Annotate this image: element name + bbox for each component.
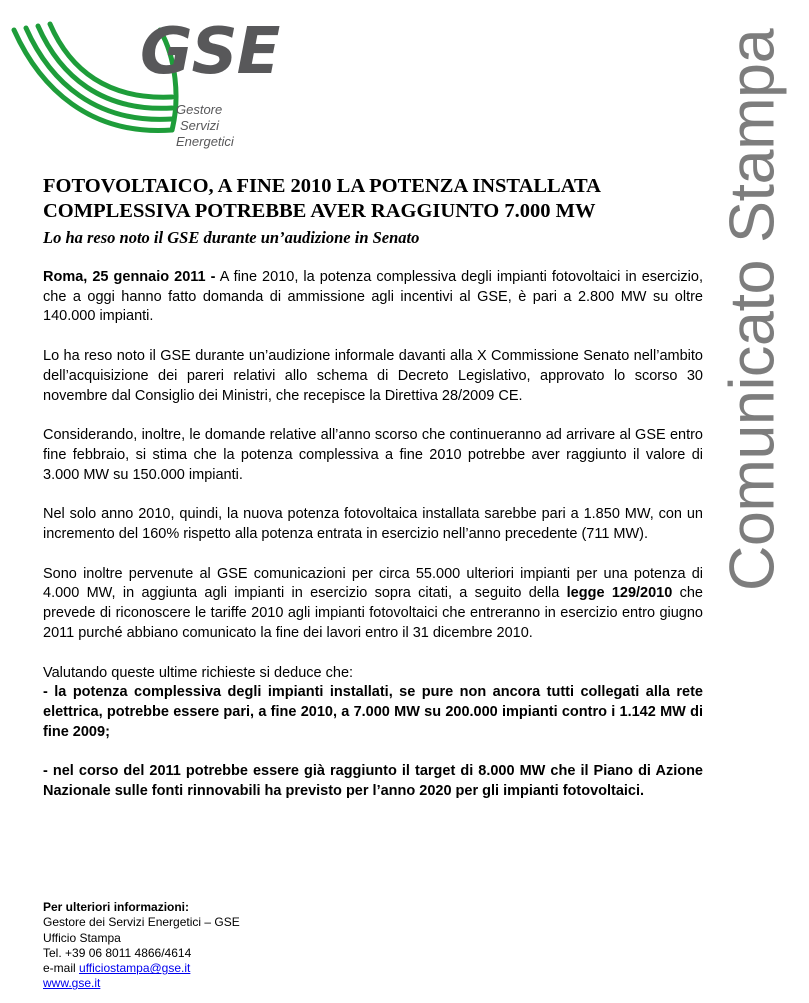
paragraph-1 <box>43 268 703 327</box>
press-release-title <box>43 174 708 224</box>
law-reference: legge 129/2010 <box>566 585 673 602</box>
contact-org: Gestore dei Servizi Energetici – GSE <box>43 915 240 930</box>
contact-tel: Tel. +39 06 8011 4866/4614 <box>43 945 192 960</box>
dateline: Roma, 25 gennaio 2011 - <box>43 269 216 285</box>
gse-logo-text: GSE <box>140 15 280 89</box>
logo-line-gestore: Gestore <box>176 102 223 117</box>
contact-email-row <box>43 961 240 976</box>
paragraph-3: Considerando, inoltre, le domande relative all’anno scorso che continueranno ad arrivare al GSE entro fine febbraio, si stima che la potenza complessiva a fine 2010 potrebbe aver raggiunto il valore di 3.000 MW su 150.000 impianti. <box>43 427 703 483</box>
title-line-2: COMPLESSIVA POTREBBE AVER RAGGIUNTO 7.000 MW <box>43 200 596 222</box>
email-link[interactable]: ufficiostampa@gse.it <box>79 961 191 976</box>
gse-logo-subtitle <box>176 102 234 150</box>
paragraph-6-intro: Valutando queste ultime richieste si deduce che: <box>43 664 354 681</box>
bullet-1: - la potenza complessiva degli impianti installati, se pure non ancora tutti collegati alla rete elettrica, potrebbe essere pari, a fine 2010, a 7.000 MW su 200.000 impianti contro i 1.142 MW di fine 2009; <box>43 684 703 740</box>
paragraph-1-text: A fine 2010, la potenza complessiva degli impianti fotovoltaici in esercizio, che a oggi hanno fatto domanda di ammissione agli incentivi al GSE, è pari a 2.800 MW su oltre 140.000 impianti. <box>43 269 703 325</box>
email-label: e-mail <box>43 961 80 976</box>
side-label: Comunicato Stampa <box>717 28 788 592</box>
website-link[interactable]: www.gse.it <box>43 976 101 991</box>
paragraph-5-part-b: che prevede di riconoscere le tariffe 2010 agli impianti fotovoltaici che entreranno in esercizio entro giugno 2011 purché abbiano comunicato la fine dei lavori entro il 31 dicembre 2010. <box>43 585 703 641</box>
paragraph-2: Lo ha reso noto il GSE durante un’audizione informale davanti alla X Commissione Senato nell’ambito dell’acquisizione dei pareri relativi allo schema di Decreto Legislativo, approvato lo scorso 30 novembre dal Consiglio dei Ministri, che recepisce la Direttiva 28/2009 CE. <box>43 348 703 404</box>
bullet-2: - nel corso del 2011 potrebbe essere già raggiunto il target di 8.000 MW che il Piano di Azione Nazionale sulle fonti rinnovabili ha previsto per l’anno 2020 per gli impianti fotovoltaici. <box>43 763 703 800</box>
contact-heading: Per ulteriori informazioni: <box>43 900 190 914</box>
gse-logo <box>10 15 280 149</box>
paragraph-4: Nel solo anno 2010, quindi, la nuova potenza fotovoltaica installata sarebbe pari a 1.850 MW, con un incremento del 160% rispetto alla potenza entrata in esercizio nell’anno precedente (711 MW). <box>43 506 703 543</box>
contact-office: Ufficio Stampa <box>43 930 121 945</box>
website-row <box>43 976 240 991</box>
paragraph-5-part-a: Sono inoltre pervenute al GSE comunicazioni per circa 55.000 ulteriori impianti per una potenza di 4.000 MW, in aggiunta agli impianti in esercizio sopra citati, a seguito della <box>43 565 703 602</box>
logo-line-servizi: Servizi <box>180 118 220 133</box>
press-release-body <box>43 268 703 822</box>
logo-line-energetici: Energetici <box>176 134 234 149</box>
press-release-subtitle: Lo ha reso noto il GSE durante un’audizione in Senato <box>43 228 420 247</box>
side-label-container <box>717 28 788 592</box>
paragraph-5 <box>43 565 703 644</box>
contact-info <box>43 900 240 992</box>
title-line-1: FOTOVOLTAICO, A FINE 2010 LA POTENZA INSTALLATA <box>43 175 601 197</box>
